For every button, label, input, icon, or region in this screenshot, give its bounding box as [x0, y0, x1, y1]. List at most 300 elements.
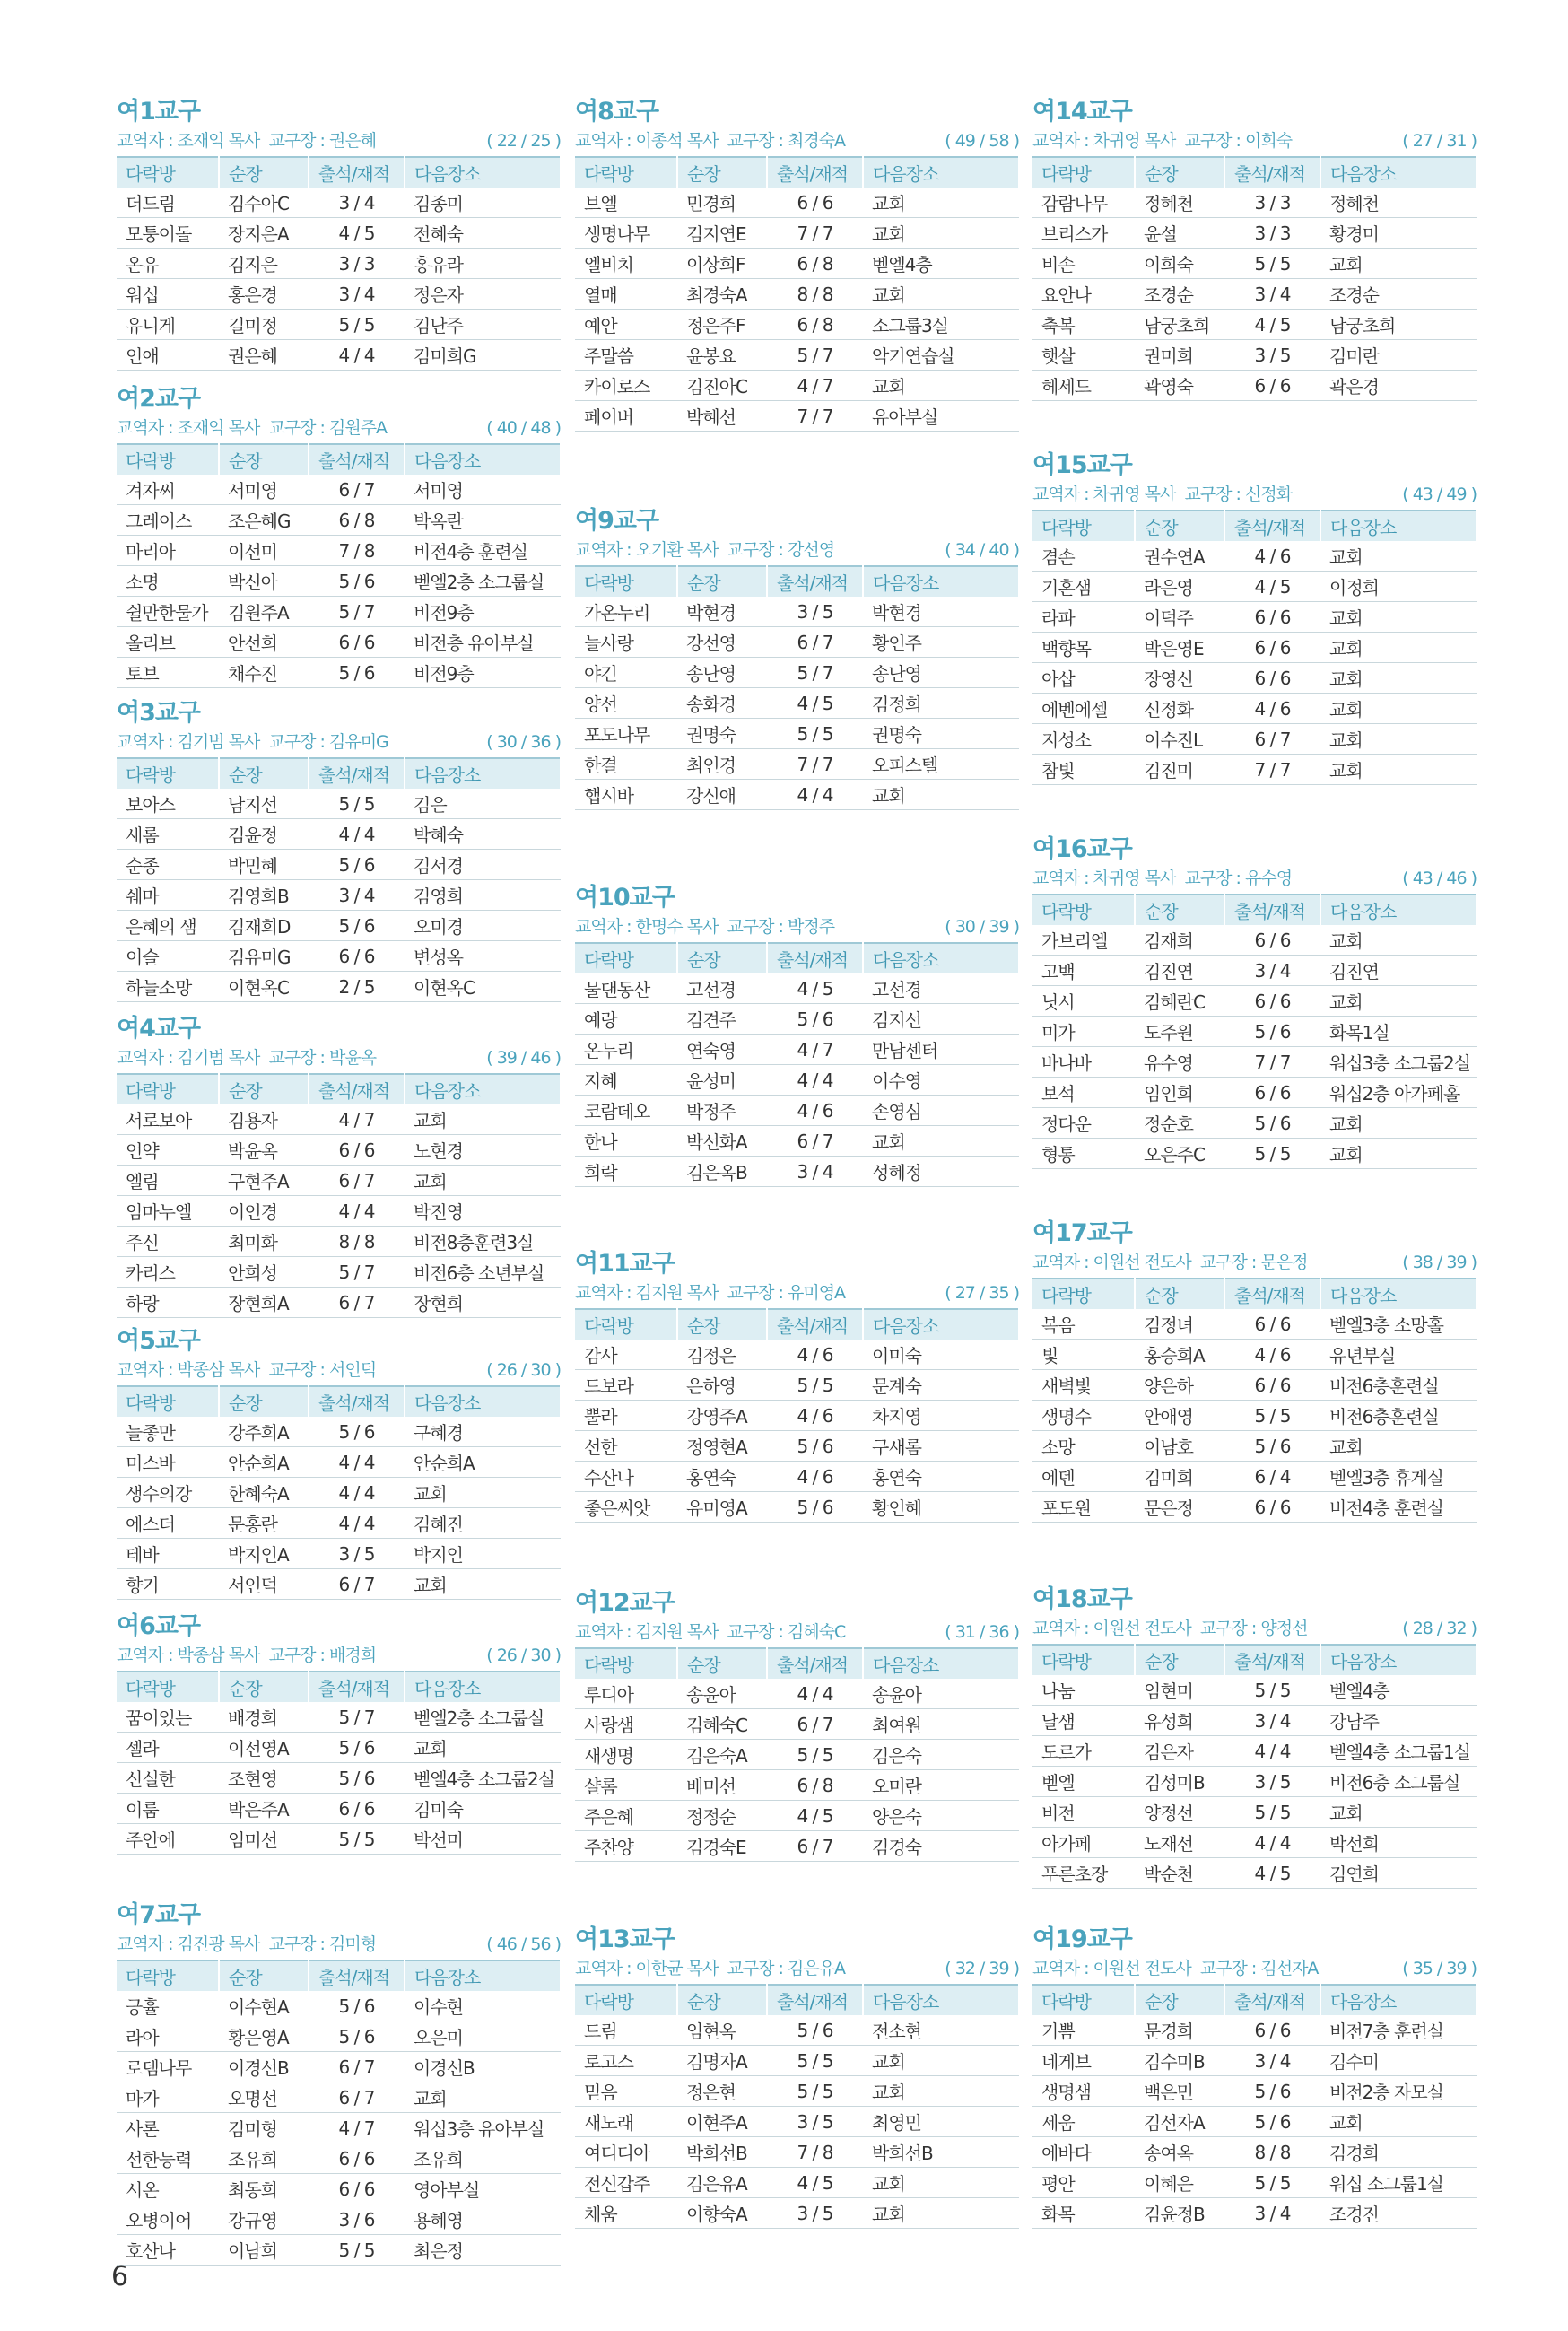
- cell-next-place: 교회: [1320, 755, 1477, 785]
- cell-next-place: 장현희: [405, 1288, 561, 1318]
- cell-group: 하늘소망: [117, 972, 219, 1002]
- cell-group: 정다운: [1032, 1108, 1135, 1139]
- cell-next-place: 박혜숙: [405, 819, 561, 850]
- district-block: [575, 506, 1019, 810]
- cell-leader: 송화경: [677, 688, 767, 719]
- cell-group: 로뎀나무: [117, 2052, 219, 2082]
- cell-group: 햅시바: [575, 780, 677, 810]
- cell-leader: 장영신: [1135, 663, 1224, 694]
- table-row: [117, 2082, 561, 2113]
- column-header: 출석/재적: [1224, 1279, 1320, 1309]
- district-title: 여10교구: [575, 884, 675, 912]
- page-number: 6: [111, 2261, 129, 2292]
- table-body: [1032, 1675, 1477, 1889]
- cell-attendance: 8 / 8: [1224, 2137, 1320, 2168]
- cell-leader: 고선경: [677, 973, 767, 1004]
- header-row: [1032, 1985, 1477, 2015]
- cell-attendance: 5 / 5: [309, 1824, 405, 1855]
- cell-next-place: 김연희: [1320, 1858, 1477, 1889]
- cell-leader: 은하영: [677, 1370, 767, 1401]
- cell-next-place: 교회: [405, 1478, 561, 1508]
- cell-leader: 임미선: [219, 1824, 309, 1855]
- column-header: 다음장소: [1320, 1645, 1477, 1675]
- cell-attendance: 5 / 6: [309, 1991, 405, 2021]
- district-title: 여18교구: [1032, 1585, 1132, 1613]
- header-row: [1032, 895, 1477, 925]
- table-row: [117, 1702, 561, 1733]
- cell-attendance: 5 / 5: [767, 2076, 863, 2107]
- district-block: [1032, 1218, 1477, 1523]
- column-header: 다락방: [575, 566, 677, 597]
- table-row: [575, 310, 1019, 340]
- cell-next-place: 이경선B: [405, 2052, 561, 2082]
- column-header: 순장: [219, 1960, 309, 1991]
- district-info: [117, 729, 561, 755]
- cell-group: 햇살: [1032, 340, 1135, 371]
- cell-next-place: 정은자: [405, 279, 561, 310]
- column-header: 출석/재적: [309, 1960, 405, 1991]
- cell-attendance: 3 / 4: [309, 880, 405, 911]
- cell-next-place: 김미란: [1320, 340, 1477, 371]
- leader-label: 교구장 :: [268, 1048, 329, 1068]
- cell-next-place: 이수영: [863, 1065, 1019, 1096]
- cell-group: 모퉁이돌: [117, 218, 219, 249]
- district-title: 여7교구: [117, 1901, 201, 1929]
- cell-group: 참빛: [1032, 755, 1135, 785]
- cell-next-place: 황인주: [863, 627, 1019, 658]
- cell-next-place: 교회: [1320, 663, 1477, 694]
- cell-attendance: 4 / 4: [767, 1679, 863, 1709]
- cell-group: 헤세드: [1032, 371, 1135, 401]
- table-row: [117, 2113, 561, 2143]
- cell-leader: 오명선: [219, 2082, 309, 2113]
- cell-attendance: 4 / 4: [767, 1065, 863, 1096]
- leader-label: 교구장 :: [727, 540, 788, 560]
- table-header: [1032, 1279, 1477, 1309]
- cell-attendance: 5 / 7: [309, 1702, 405, 1733]
- table-row: [117, 2174, 561, 2204]
- teacher-name: 오기환 목사: [635, 540, 719, 560]
- cell-group: 도르가: [1032, 1736, 1135, 1767]
- teacher-name: 이한균 목사: [635, 1959, 719, 1978]
- column-header: 다락방: [117, 758, 219, 789]
- cell-group: 늘좋만: [117, 1417, 219, 1447]
- column-header: 다락방: [575, 1648, 677, 1679]
- cell-next-place: 벧엘4층 소그룹2실: [405, 1763, 561, 1794]
- cell-attendance: 5 / 7: [309, 597, 405, 627]
- leader-label: 교구장 :: [268, 1934, 329, 1954]
- table-row: [1032, 694, 1477, 724]
- table-header: [117, 157, 561, 188]
- header-row: [575, 1985, 1019, 2015]
- table-body: [1032, 188, 1477, 401]
- cell-attendance: 3 / 4: [1224, 1706, 1320, 1736]
- attendance-total: ( 39 / 46 ): [486, 1048, 561, 1068]
- attendance-total: ( 43 / 46 ): [1402, 869, 1477, 888]
- table-row: [575, 401, 1019, 432]
- leader-name: 유미영A: [788, 1283, 846, 1303]
- cell-next-place: 악기연습실: [863, 340, 1019, 371]
- attendance-table: [575, 1984, 1020, 2229]
- cell-next-place: 벧엘3층 휴게실: [1320, 1462, 1477, 1492]
- leader-name: 김은유A: [788, 1959, 846, 1978]
- district-info: [1032, 1955, 1477, 1982]
- leader-label: 교구장 :: [1184, 869, 1245, 888]
- cell-group: 쉐마: [117, 880, 219, 911]
- cell-leader: 이남호: [1135, 1431, 1224, 1462]
- cell-leader: 문경희: [1135, 2015, 1224, 2046]
- column-header: 순장: [677, 157, 767, 188]
- column-header: 출석/재적: [767, 943, 863, 973]
- cell-attendance: 4 / 5: [767, 1801, 863, 1831]
- table-row: [1032, 2168, 1477, 2198]
- table-row: [117, 1166, 561, 1196]
- cell-next-place: 비전9층: [405, 658, 561, 688]
- cell-attendance: 7 / 8: [309, 536, 405, 566]
- table-row: [1032, 1858, 1477, 1889]
- cell-attendance: 7 / 8: [767, 2137, 863, 2168]
- cell-attendance: 5 / 5: [767, 1740, 863, 1770]
- cell-attendance: 3 / 4: [1224, 2198, 1320, 2229]
- cell-next-place: 비전6층 소그룹실: [1320, 1767, 1477, 1797]
- cell-leader: 안희성: [219, 1257, 309, 1288]
- cell-leader: 정은주F: [677, 310, 767, 340]
- cell-leader: 강영주A: [677, 1401, 767, 1431]
- cell-next-place: 이정희: [1320, 572, 1477, 602]
- cell-next-place: 워십3층 유아부실: [405, 2113, 561, 2143]
- table-row: [1032, 279, 1477, 310]
- table-row: [117, 880, 561, 911]
- cell-next-place: 교회: [863, 2198, 1019, 2229]
- teacher-name: 차귀영 목사: [1093, 131, 1176, 151]
- cell-attendance: 6 / 8: [767, 249, 863, 279]
- cell-next-place: 정혜천: [1320, 188, 1477, 218]
- column-header: 다음장소: [863, 157, 1019, 188]
- table-header: [575, 1985, 1019, 2015]
- cell-leader: 박선화A: [677, 1126, 767, 1157]
- teacher-name: 이원선 전도사: [1093, 1619, 1191, 1638]
- cell-attendance: 4 / 7: [309, 1104, 405, 1135]
- cell-group: 비전: [1032, 1797, 1135, 1828]
- leader-label: 교구장 :: [268, 732, 329, 752]
- cell-group: 여디디아: [575, 2137, 677, 2168]
- cell-leader: 윤성미: [677, 1065, 767, 1096]
- cell-group: 백향목: [1032, 633, 1135, 663]
- district-title: 여9교구: [575, 507, 659, 535]
- cell-next-place: 교회: [863, 188, 1019, 218]
- table-body: [575, 1340, 1019, 1523]
- cell-leader: 권수연A: [1135, 541, 1224, 572]
- cell-group: 토브: [117, 658, 219, 688]
- attendance-table: [1032, 1984, 1477, 2229]
- cell-leader: 김진미: [1135, 755, 1224, 785]
- cell-next-place: 김서경: [405, 850, 561, 880]
- cell-leader: 김용자: [219, 1104, 309, 1135]
- leader-label: 교구장 :: [727, 131, 788, 151]
- attendance-total: ( 27 / 31 ): [1402, 131, 1477, 151]
- column-header: 순장: [219, 444, 309, 475]
- cell-next-place: 교회: [1320, 986, 1477, 1017]
- cell-next-place: 남궁초희: [1320, 310, 1477, 340]
- cell-leader: 박은주A: [219, 1794, 309, 1824]
- header-row: [575, 566, 1019, 597]
- cell-next-place: 박진영: [405, 1196, 561, 1227]
- header-row: [1032, 511, 1477, 541]
- cell-attendance: 5 / 5: [1224, 2168, 1320, 2198]
- cell-attendance: 4 / 5: [1224, 572, 1320, 602]
- header-row: [117, 1960, 561, 1991]
- cell-attendance: 6 / 7: [767, 1126, 863, 1157]
- leader-label: 교구장 :: [1184, 485, 1245, 504]
- cell-next-place: 황인혜: [863, 1492, 1019, 1523]
- table-body: [117, 188, 561, 371]
- table-body: [575, 973, 1019, 1187]
- cell-leader: 김은유A: [677, 2168, 767, 2198]
- leader-name: 서인덕: [329, 1360, 377, 1380]
- cell-group: 카리스: [117, 1257, 219, 1288]
- district-block: [1032, 1585, 1477, 1889]
- cell-attendance: 5 / 6: [309, 2021, 405, 2052]
- district-title: 여6교구: [117, 1612, 201, 1640]
- column-header: 다락방: [1032, 895, 1135, 925]
- leader-label: 교구장 :: [268, 131, 329, 151]
- cell-leader: 백은민: [1135, 2076, 1224, 2107]
- attendance-table: [1032, 894, 1477, 1169]
- table-row: [1032, 572, 1477, 602]
- cell-next-place: 양은숙: [863, 1801, 1019, 1831]
- cell-attendance: 6 / 6: [309, 1794, 405, 1824]
- district-title: 여3교구: [117, 699, 201, 727]
- cell-group: 고백: [1032, 956, 1135, 986]
- cell-next-place: 교회: [405, 1104, 561, 1135]
- cell-attendance: 3 / 4: [309, 279, 405, 310]
- column-header: 순장: [677, 1309, 767, 1340]
- cell-leader: 이향숙A: [677, 2198, 767, 2229]
- cell-attendance: 4 / 6: [1224, 541, 1320, 572]
- cell-attendance: 5 / 5: [309, 310, 405, 340]
- cell-attendance: 3 / 5: [767, 2198, 863, 2229]
- table-row: [1032, 1675, 1477, 1706]
- cell-group: 언약: [117, 1135, 219, 1166]
- cell-leader: 강주희A: [219, 1417, 309, 1447]
- table-row: [117, 2235, 561, 2266]
- cell-next-place: 비전4층 훈련실: [1320, 1492, 1477, 1523]
- cell-attendance: 3 / 3: [1224, 218, 1320, 249]
- cell-next-place: 오미란: [863, 1770, 1019, 1801]
- cell-attendance: 5 / 6: [309, 566, 405, 597]
- cell-leader: 강신애: [677, 780, 767, 810]
- cell-group: 아가페: [1032, 1828, 1135, 1858]
- cell-attendance: 4 / 7: [767, 1035, 863, 1065]
- cell-group: 겨자씨: [117, 475, 219, 505]
- cell-attendance: 3 / 4: [1224, 2046, 1320, 2076]
- cell-attendance: 6 / 6: [1224, 986, 1320, 1017]
- leader-name: 권은혜: [329, 131, 377, 151]
- leader-label: 교구장 :: [727, 1283, 788, 1303]
- cell-leader: 최동희: [219, 2174, 309, 2204]
- district-block: [575, 1249, 1019, 1523]
- cell-leader: 정혜천: [1135, 188, 1224, 218]
- cell-attendance: 4 / 6: [1224, 694, 1320, 724]
- cell-next-place: 곽은경: [1320, 371, 1477, 401]
- cell-attendance: 7 / 7: [767, 749, 863, 780]
- cell-next-place: 황경미: [1320, 218, 1477, 249]
- district-info: [1032, 1615, 1477, 1642]
- cell-next-place: 교회: [1320, 724, 1477, 755]
- district-title: 여12교구: [575, 1589, 675, 1617]
- header-row: [117, 157, 561, 188]
- cell-leader: 홍연숙: [677, 1462, 767, 1492]
- district-info: [1032, 865, 1477, 892]
- cell-attendance: 5 / 6: [767, 2015, 863, 2046]
- table-row: [575, 279, 1019, 310]
- cell-leader: 김유미G: [219, 941, 309, 972]
- cell-attendance: 6 / 7: [309, 2052, 405, 2082]
- table-row: [117, 1417, 561, 1447]
- column-header: 순장: [219, 157, 309, 188]
- cell-group: 생명샘: [1032, 2076, 1135, 2107]
- cell-leader: 양은하: [1135, 1370, 1224, 1401]
- table-row: [575, 2107, 1019, 2137]
- column-header: 다음장소: [1320, 511, 1477, 541]
- cell-leader: 구현주A: [219, 1166, 309, 1196]
- table-row: [1032, 1828, 1477, 1858]
- table-row: [575, 1709, 1019, 1740]
- cell-next-place: 김진연: [1320, 956, 1477, 986]
- table-row: [575, 2198, 1019, 2229]
- cell-group: 긍휼: [117, 1991, 219, 2021]
- attendance-table: [1032, 156, 1477, 401]
- cell-group: 카이로스: [575, 371, 677, 401]
- cell-group: 순종: [117, 850, 219, 880]
- cell-group: 엘림: [117, 1166, 219, 1196]
- cell-attendance: 4 / 5: [767, 688, 863, 719]
- cell-attendance: 6 / 7: [309, 1288, 405, 1318]
- column-header: 다락방: [575, 1985, 677, 2015]
- cell-next-place: 구새롬: [863, 1431, 1019, 1462]
- leader-name: 박윤옥: [329, 1048, 377, 1068]
- cell-next-place: 비전6층 소년부실: [405, 1257, 561, 1288]
- teacher-label: 교역자 :: [575, 1959, 636, 1978]
- teacher-label: 교역자 :: [117, 732, 178, 752]
- cell-leader: 김정은: [677, 1340, 767, 1370]
- cell-leader: 김정녀: [1135, 1309, 1224, 1340]
- column-header: 출석/재적: [309, 444, 405, 475]
- teacher-name: 박종삼 목사: [177, 1360, 260, 1380]
- cell-group: 감람나무: [1032, 188, 1135, 218]
- cell-leader: 임현미: [1135, 1675, 1224, 1706]
- cell-leader: 김은자: [1135, 1736, 1224, 1767]
- cell-next-place: 이수현: [405, 1991, 561, 2021]
- cell-leader: 김원주A: [219, 597, 309, 627]
- teacher-name: 조재익 목사: [177, 131, 260, 151]
- column-header: 다음장소: [1320, 895, 1477, 925]
- table-header: [1032, 1645, 1477, 1675]
- cell-group: 에스더: [117, 1508, 219, 1539]
- cell-group: 사론: [117, 2113, 219, 2143]
- cell-leader: 김진아C: [677, 371, 767, 401]
- table-row: [575, 597, 1019, 627]
- teacher-label: 교역자 :: [117, 418, 178, 438]
- table-body: [1032, 541, 1477, 785]
- table-header: [117, 444, 561, 475]
- table-row: [1032, 1139, 1477, 1169]
- cell-group: 보석: [1032, 1078, 1135, 1108]
- leader-name: 최경숙A: [788, 131, 846, 151]
- cell-group: 브리스가: [1032, 218, 1135, 249]
- cell-attendance: 7 / 7: [767, 401, 863, 432]
- cell-group: 마리아: [117, 536, 219, 566]
- cell-leader: 김윤정B: [1135, 2198, 1224, 2229]
- cell-group: 생명수: [1032, 1401, 1135, 1431]
- cell-attendance: 3 / 5: [1224, 340, 1320, 371]
- cell-leader: 정순호: [1135, 1108, 1224, 1139]
- cell-next-place: 최영민: [863, 2107, 1019, 2137]
- column-header: 출석/재적: [1224, 1645, 1320, 1675]
- table-row: [117, 658, 561, 688]
- table-body: [575, 597, 1019, 810]
- cell-next-place: 구혜경: [405, 1417, 561, 1447]
- cell-leader: 박윤옥: [219, 1135, 309, 1166]
- column-header: 다락방: [117, 1960, 219, 1991]
- table-row: [1032, 2198, 1477, 2229]
- cell-group: 양선: [575, 688, 677, 719]
- district-title: 여16교구: [1032, 835, 1132, 863]
- column-header: 다음장소: [1320, 1279, 1477, 1309]
- column-header: 다음장소: [863, 943, 1019, 973]
- table-row: [1032, 1017, 1477, 1047]
- cell-next-place: 워십 소그룹1실: [1320, 2168, 1477, 2198]
- table-row: [575, 1157, 1019, 1187]
- cell-group: 미스바: [117, 1447, 219, 1478]
- district-info: [575, 1955, 1019, 1982]
- cell-leader: 임현옥: [677, 2015, 767, 2046]
- attendance-table: [117, 1385, 562, 1600]
- cell-next-place: 교회: [1320, 633, 1477, 663]
- table-row: [117, 475, 561, 505]
- header-row: [575, 157, 1019, 188]
- table-row: [1032, 1340, 1477, 1370]
- teacher-name: 김기범 목사: [177, 732, 260, 752]
- cell-leader: 권미희: [1135, 340, 1224, 371]
- district-block: [117, 1014, 561, 1318]
- cell-next-place: 교회: [1320, 1139, 1477, 1169]
- cell-attendance: 6 / 6: [1224, 1078, 1320, 1108]
- cell-leader: 장지은A: [219, 218, 309, 249]
- cell-attendance: 3 / 4: [767, 1157, 863, 1187]
- cell-attendance: 7 / 7: [767, 218, 863, 249]
- cell-attendance: 2 / 5: [309, 972, 405, 1002]
- cell-next-place: 교회: [405, 1569, 561, 1600]
- attendance-total: ( 49 / 58 ): [945, 131, 1019, 151]
- table-row: [1032, 1309, 1477, 1340]
- cell-leader: 권명숙: [677, 719, 767, 749]
- cell-group: 시온: [117, 2174, 219, 2204]
- table-row: [1032, 1492, 1477, 1523]
- attendance-total: ( 30 / 36 ): [486, 732, 561, 752]
- cell-attendance: 7 / 7: [1224, 1047, 1320, 1078]
- cell-leader: 김지연E: [677, 218, 767, 249]
- column-header: 다음장소: [863, 1985, 1019, 2015]
- table-row: [1032, 340, 1477, 371]
- cell-next-place: 노현경: [405, 1135, 561, 1166]
- table-row: [1032, 1462, 1477, 1492]
- column-header: 출석/재적: [767, 157, 863, 188]
- cell-attendance: 5 / 6: [767, 1004, 863, 1035]
- table-row: [117, 505, 561, 536]
- column-header: 다음장소: [405, 1672, 561, 1702]
- cell-group: 올리브: [117, 627, 219, 658]
